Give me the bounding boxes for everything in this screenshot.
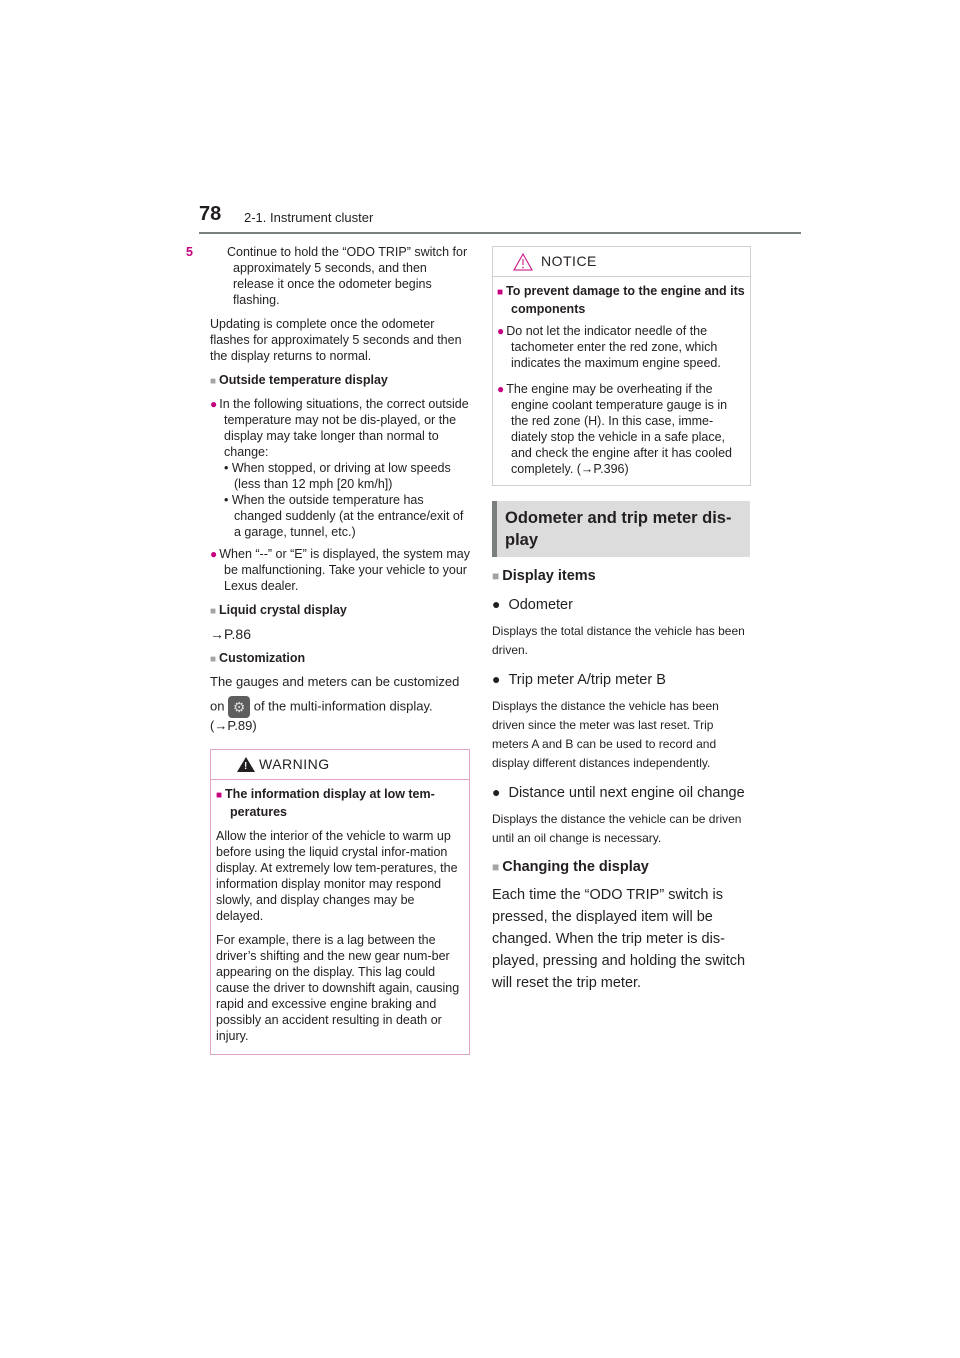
display-items-heading: ■ Display items — [492, 568, 596, 584]
notice-box — [492, 246, 751, 486]
changing-heading: ■ Changing the display — [492, 859, 649, 875]
gear-icon: ⚙ — [228, 696, 250, 718]
update-text: Updating is complete once the odometer flashes for approximately 5 seconds and then the display returns to normal. — [210, 317, 462, 363]
outside-temp-item-2: ● When “--” or “E” is displayed, the system may be malfunctioning. Take your vehicle to your Lexus dealer. — [210, 547, 471, 593]
square-bullet-icon: ■ — [492, 860, 500, 874]
custom-text-1: The gauges and meters can be customized — [210, 674, 460, 689]
custom-ref[interactable]: (→P.89) — [210, 718, 257, 733]
dot-bullet-icon: ● — [492, 784, 501, 800]
square-bullet-icon: ■ — [210, 376, 217, 387]
notice-header — [493, 247, 750, 277]
square-bullet-icon: ■ — [216, 790, 223, 801]
warning-header — [211, 750, 469, 780]
odometer-desc: Displays the total distance the vehicle has been driven. — [492, 624, 745, 657]
page-number: 78 — [199, 203, 222, 225]
section-heading-bar — [492, 501, 750, 557]
square-bullet-icon: ■ — [492, 569, 500, 583]
notice-heading: ■ To prevent damage to the engine and its components — [497, 284, 745, 316]
step-5 — [186, 244, 470, 308]
outside-temp-item-1: ● In the following situations, the correct outside temperature may not be dis-played, or the display may take longer than normal to change: — [210, 397, 469, 459]
dot-bullet-icon: ● — [492, 671, 501, 687]
changing-text: Each time the “ODO TRIP” switch is pressed, the displayed item will be changed. When the trip meter is dis-played, pressing and holding the switch will reset the trip meter. — [492, 887, 746, 991]
circle-bullet-icon: ● — [210, 547, 218, 561]
circle-bullet-icon: ● — [497, 382, 505, 396]
trip-desc: Displays the distance the vehicle has been driven since the meter was last reset. Trip meters A and B can be used to record and display different distances independently. — [492, 699, 719, 770]
step-number: 5 — [186, 245, 193, 259]
warning-box — [210, 749, 470, 1055]
notice-title: NOTICE — [541, 253, 597, 269]
dot-bullet-icon: ● — [492, 596, 501, 612]
circle-bullet-icon: ● — [210, 397, 218, 411]
lcd-heading: ■ Liquid crystal display — [210, 603, 347, 617]
odometer-label: ● Odometer — [492, 596, 573, 613]
oil-label: ● Distance until next engine oil change — [492, 784, 745, 801]
left-column — [186, 244, 471, 734]
lcd-ref[interactable]: →P.86 — [210, 626, 251, 642]
square-bullet-icon: ■ — [210, 606, 217, 617]
circle-bullet-icon: ● — [497, 324, 505, 338]
header-rule — [199, 232, 801, 234]
warning-para-1: Allow the interior of the vehicle to warm up before using the liquid crystal infor-mation display. At extremely low tem-peratures, the information display monitor may respond slowly, and display changes may be delayed. — [216, 829, 458, 923]
section-heading: Odometer and trip meter dis-play — [505, 509, 732, 549]
square-bullet-icon: ■ — [210, 654, 217, 665]
notice-item-1: ● Do not let the indicator needle of the tachometer enter the red zone, which indicates the maximum engine speed. — [497, 324, 721, 370]
notice-item-2: ● The engine may be overheating if the engine coolant temperature gauge is in the red zone (H). In this case, imme-diately stop the vehicle in a safe place, and check the engine after it has cooled completely. (→P.396) — [497, 382, 732, 476]
trip-label: ● Trip meter A/trip meter B — [492, 671, 666, 688]
warning-icon: ! — [237, 757, 255, 772]
outside-temp-sub-2: • When the outside temperature has changed suddenly (at the entrance/exit of a garage, tunnel, etc.) — [224, 493, 464, 539]
warning-title: WARNING — [259, 756, 330, 772]
custom-heading: ■ Customization — [210, 651, 306, 665]
section-title: 2-1. Instrument cluster — [244, 210, 374, 225]
right-column — [492, 565, 750, 994]
warning-heading: ■ The information display at low tem-peratures — [216, 787, 435, 819]
step-text: Continue to hold the “ODO TRIP” switch for approximately 5 seconds, and then release it once the odometer begins flashing. — [227, 245, 468, 307]
custom-text-2: on ⚙ of the multi-information display. — [210, 696, 470, 718]
outside-temp-heading: ■ Outside temperature display — [210, 373, 388, 387]
warning-para-2: For example, there is a lag between the driver’s shifting and the new gear num-ber appearing on the display. This lag could cause the driver to downshift again, causing rapid and excessive engine braking and possibly an accident resulting in death or injury. — [216, 933, 460, 1043]
outside-temp-sub-1: • When stopped, or driving at low speeds (less than 12 mph [20 km/h]) — [224, 461, 451, 491]
notice-icon — [513, 253, 533, 271]
square-bullet-icon: ■ — [497, 287, 504, 298]
oil-desc: Displays the distance the vehicle can be driven until an oil change is necessary. — [492, 812, 742, 845]
